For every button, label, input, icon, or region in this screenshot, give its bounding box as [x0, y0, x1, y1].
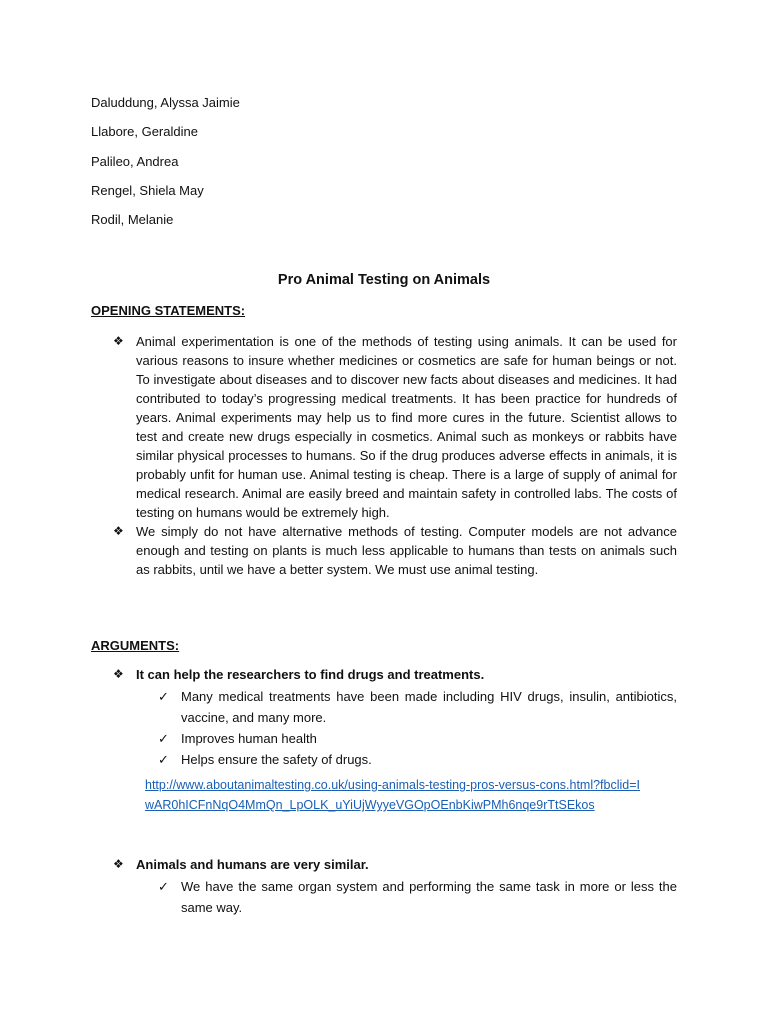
list-item [0, 522, 768, 579]
document-title: Pro Animal Testing on Animals [277, 272, 491, 288]
check-mark-icon: ✓ [158, 879, 169, 894]
point-text: We have the same organ system and performing the same task in more or less the same way. [181, 879, 677, 915]
author-name: Rodil, Melanie [91, 212, 174, 228]
supporting-points [136, 876, 677, 918]
argument-list [0, 855, 768, 918]
point-text: Improves human health [181, 731, 317, 746]
list-item [136, 749, 677, 770]
point-text: Helps ensure the safety of drugs. [181, 752, 372, 767]
argument-claim: It can help the researchers to find drugs and treatments. [136, 667, 485, 682]
diamond-bullet-icon: ❖ [113, 334, 124, 348]
list-item [136, 728, 677, 749]
list-item [136, 686, 677, 728]
list-item [0, 332, 768, 522]
author-name: Daluddung, Alyssa Jaimie [91, 95, 240, 110]
diamond-bullet-icon: ❖ [113, 857, 124, 871]
list-item [0, 665, 768, 770]
author-name: Llabore, Geraldine [91, 124, 198, 140]
check-mark-icon: ✓ [158, 731, 169, 746]
argument-claim: Animals and humans are very similar. [136, 857, 369, 872]
opening-statements-heading: OPENING STATEMENTS: [91, 303, 246, 318]
argument-list [0, 665, 768, 770]
opening-paragraph: Animal experimentation is one of the methods of testing using animals. It can be used for various reasons to insure whether medicines or cosmetics are safe for human beings or not. To investigate about diseases and to discover new facts about diseases and medicines. It had contributed to today’s progressing medical treatments. It has been practice for hundreds of years. Animal experiments may help us to find more cures in the future. Scientist allows to test and create new drugs especially in cosmetics. Animal such as monkeys or rabbits have similar physical processes to humans. So if the drug produces adverse effects in animals, it is probably unfit for human use. Animal testing is cheap. There is a large of supply of animal for medical research. Animal are easily breed and maintain safety in controlled labs. The costs of testing on humans would be extremely high. [136, 334, 677, 520]
opening-paragraph: We simply do not have alternative methods of testing. Computer models are not advance enough and testing on plants is much less applicable to humans than tests on animals such as rabbits, until we have a better system. We must use animal testing. [136, 524, 677, 577]
author-list [91, 94, 240, 240]
diamond-bullet-icon: ❖ [113, 524, 124, 538]
supporting-points [136, 686, 677, 770]
diamond-bullet-icon: ❖ [113, 667, 124, 681]
check-mark-icon: ✓ [158, 752, 169, 767]
author-name: Palileo, Andrea [91, 153, 179, 169]
author-name: Rengel, Shiela May [91, 182, 204, 198]
point-text: Many medical treatments have been made including HIV drugs, insulin, antibiotics, vaccine, and many more. [181, 689, 677, 725]
list-item [0, 855, 768, 918]
opening-statements-list [0, 332, 768, 579]
list-item [136, 876, 677, 918]
arguments-heading: ARGUMENTS: [91, 638, 180, 653]
check-mark-icon: ✓ [158, 689, 169, 704]
source-link[interactable]: http://www.aboutanimaltesting.co.uk/using-animals-testing-pros-versus-cons.html?fbclid=IwAR0hICFnNqO4MmQn_LpOLK_uYiUjWyyeVGOpOEnbKiwPMh6nqe9rTtSEkos [145, 778, 641, 812]
